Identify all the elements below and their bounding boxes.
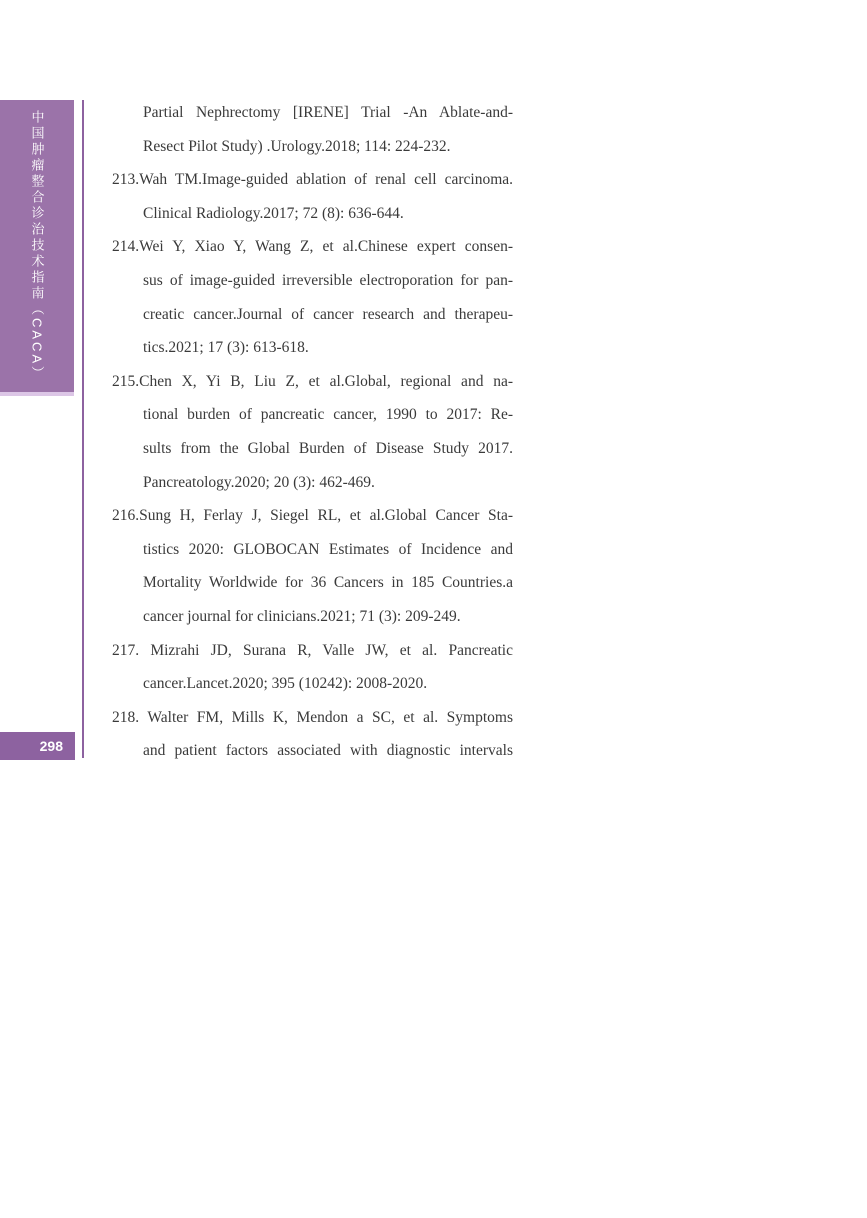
vertical-rule xyxy=(82,100,84,758)
reference-line: creatic cancer.Journal of cancer research and therapeu- xyxy=(143,305,513,323)
sidebar-title: 中国肿瘤整合诊治技术指南（CACA） xyxy=(29,109,45,383)
reference-line: Mortality Worldwide for 36 Cancers in 185 Countries.a xyxy=(143,574,513,592)
reference-line: and patient factors associated with diagnostic intervals xyxy=(143,742,513,760)
reference-line: Resect Pilot Study) .Urology.2018; 114: 224-232. xyxy=(143,137,451,155)
reference-line: 214.Wei Y, Xiao Y, Wang Z, et al.Chinese expert consen- xyxy=(112,238,513,256)
reference-line: tics.2021; 17 (3): 613-618. xyxy=(143,339,309,357)
reference-line: Clinical Radiology.2017; 72 (8): 636-644. xyxy=(143,204,404,222)
page-number-badge: 298 xyxy=(0,732,75,760)
reference-line: 216.Sung H, Ferlay J, Siegel RL, et al.Global Cancer Sta- xyxy=(112,507,513,525)
reference-line: Partial Nephrectomy [IRENE] Trial -An Ablate-and- xyxy=(143,104,513,121)
reference-line: sus of image-guided irreversible electroporation for pan- xyxy=(143,271,513,289)
reference-list xyxy=(112,96,513,768)
reference-line: tistics 2020: GLOBOCAN Estimates of Incidence and xyxy=(143,540,513,558)
reference-line: Pancreatology.2020; 20 (3): 462-469. xyxy=(143,473,375,491)
reference-line: cancer.Lancet.2020; 395 (10242): 2008-2020. xyxy=(143,675,428,693)
reference-line: 218. Walter FM, Mills K, Mendon a SC, et al. Symptoms xyxy=(112,708,513,726)
reference-line: 213.Wah TM.Image-guided ablation of renal cell carcinoma. xyxy=(112,171,513,189)
reference-line: tional burden of pancreatic cancer, 1990 to 2017: Re- xyxy=(143,406,513,424)
sidebar-banner xyxy=(0,100,74,396)
reference-line: 215.Chen X, Yi B, Liu Z, et al.Global, regional and na- xyxy=(112,372,513,390)
reference-line: 217. Mizrahi JD, Surana R, Valle JW, et al. Pancreatic xyxy=(112,641,513,659)
reference-line: cancer journal for clinicians.2021; 71 (3): 209-249. xyxy=(143,607,461,625)
reference-line: sults from the Global Burden of Disease Study 2017. xyxy=(143,439,513,457)
